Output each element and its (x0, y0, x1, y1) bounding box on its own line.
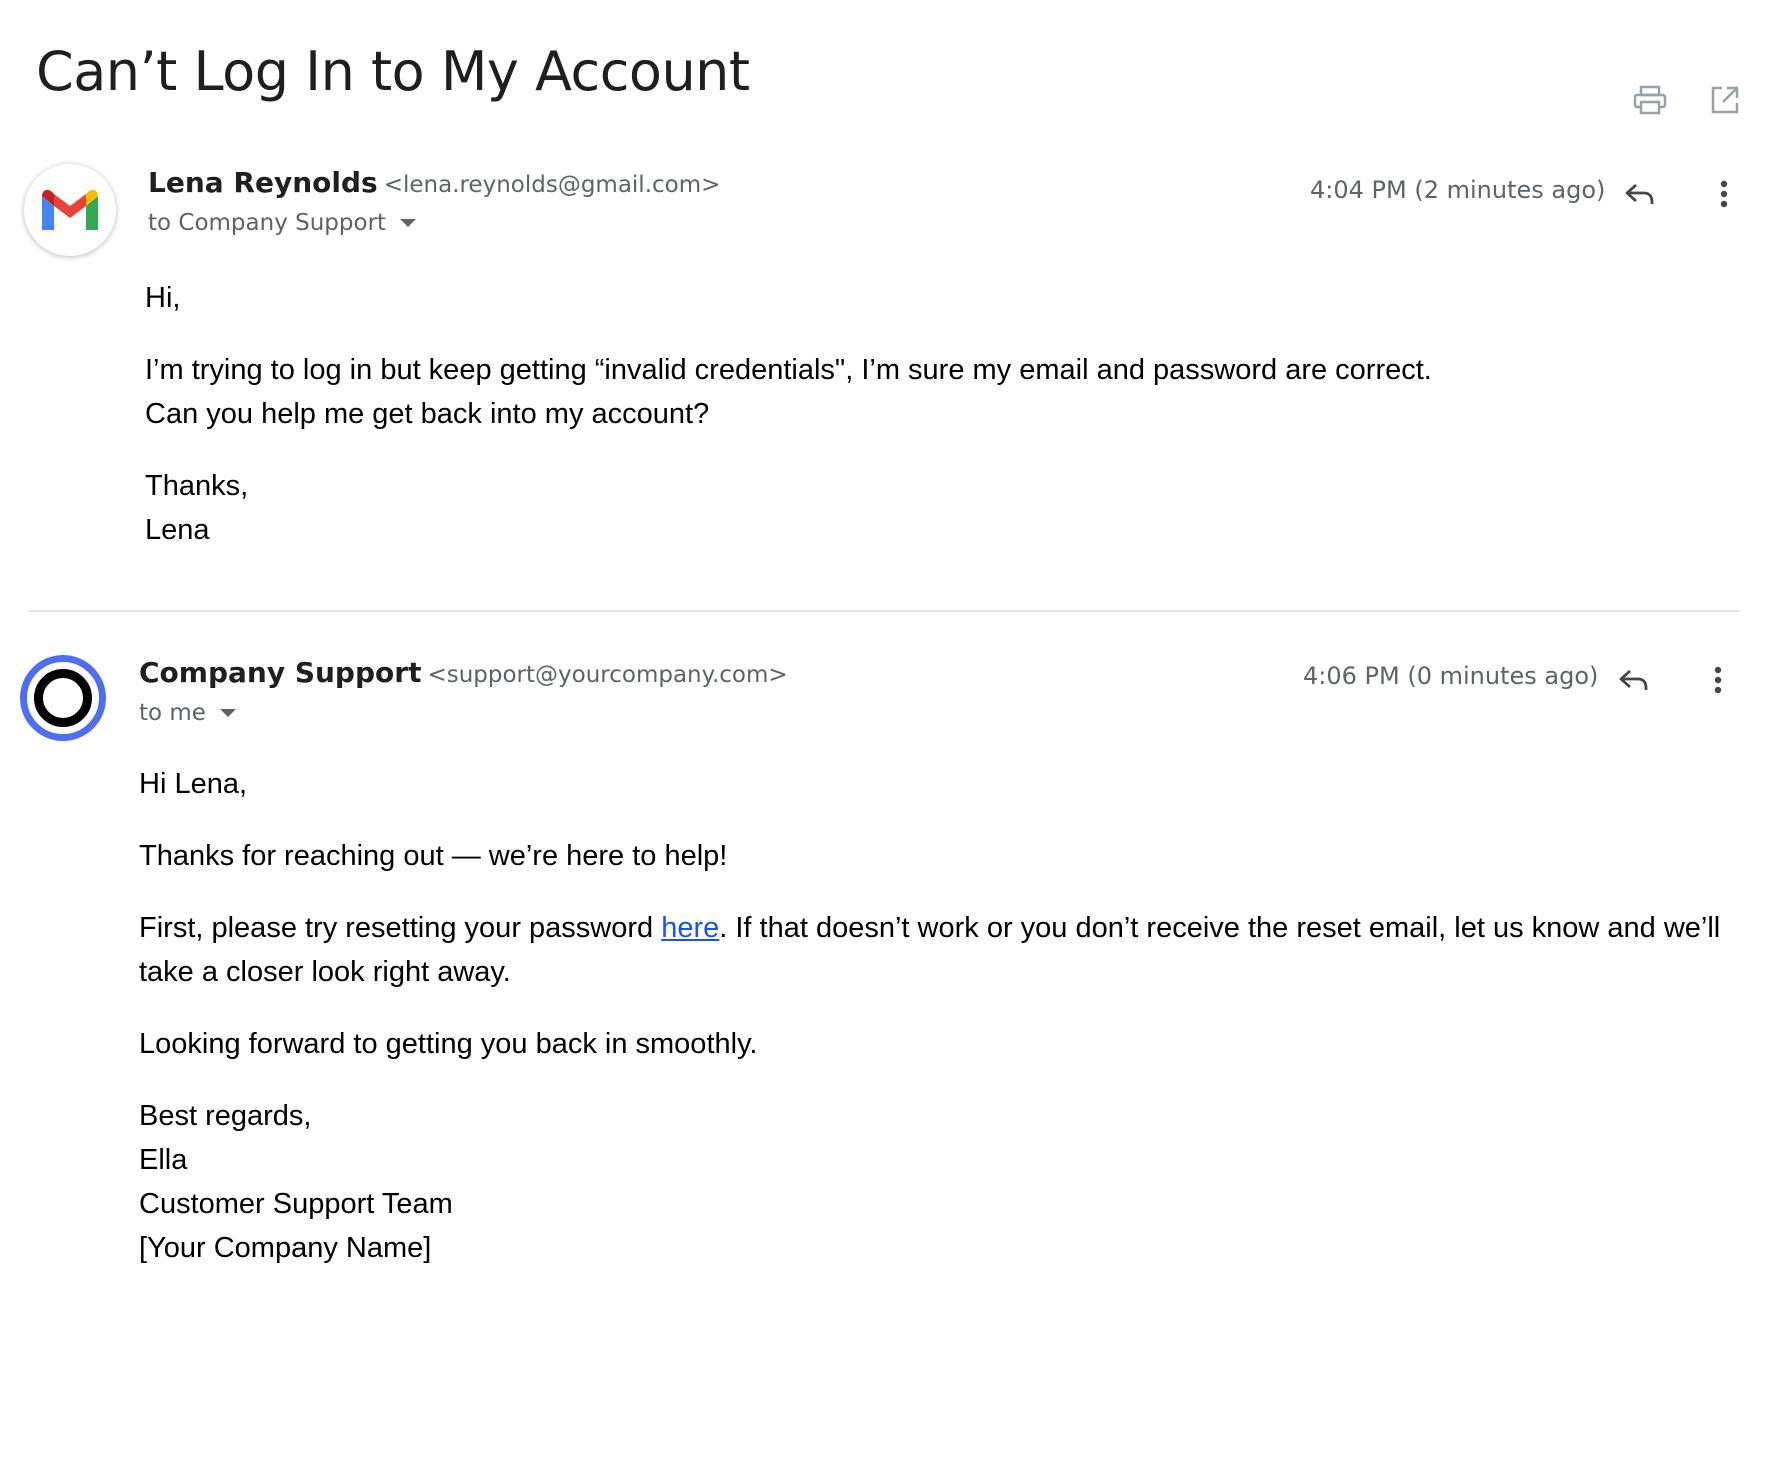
open-in-new-window-button[interactable] (1705, 80, 1745, 120)
paragraph-line: Can you help me get back into my account? (145, 398, 710, 430)
signature-company: [Your Company Name] (139, 1232, 432, 1264)
more-options-button[interactable] (1696, 658, 1740, 702)
message-paragraph (145, 348, 1705, 436)
message-timestamp: 4:06 PM (0 minutes ago) (1303, 662, 1599, 690)
more-vert-icon (1720, 180, 1728, 208)
sender-avatar[interactable] (24, 164, 116, 256)
signature-name: Ella (139, 1144, 188, 1176)
email-subject: Can’t Log In to My Account (36, 40, 750, 103)
signature-name: Lena (145, 514, 210, 546)
paragraph-text: . If that doesn’t work or you don’t receive the reset email, let us know and we’ll take a closer look right away. (139, 912, 1721, 988)
printer-icon (1633, 85, 1667, 115)
reply-icon (1624, 182, 1656, 206)
chevron-down-icon (400, 219, 416, 227)
reply-button[interactable] (1618, 172, 1662, 216)
sender-email: <support@yourcompany.com> (427, 662, 788, 688)
signature-team: Customer Support Team (139, 1188, 453, 1220)
sender-avatar[interactable] (20, 655, 106, 741)
print-button[interactable] (1630, 80, 1670, 120)
reset-password-link[interactable]: here (661, 912, 720, 944)
more-vert-icon (1714, 666, 1722, 694)
message-divider (28, 610, 1740, 612)
sign-off (145, 464, 1705, 552)
message-body (145, 276, 1705, 580)
gmail-logo-icon (38, 186, 102, 234)
open-in-new-window-icon (1710, 85, 1740, 115)
message-paragraph (139, 906, 1739, 994)
recipient-details-toggle[interactable] (148, 210, 416, 236)
message-body (139, 762, 1739, 1298)
reply-icon (1618, 668, 1650, 692)
recipient-text: to me (139, 700, 206, 726)
message-timestamp: 4:04 PM (2 minutes ago) (1310, 176, 1606, 204)
more-options-button[interactable] (1702, 172, 1746, 216)
company-ring-logo-icon (34, 669, 92, 727)
chevron-down-icon (220, 709, 236, 717)
message-paragraph: Looking forward to getting you back in smoothly. (139, 1028, 758, 1060)
paragraph-text: First, please try resetting your password (139, 912, 662, 944)
greeting: Hi, (145, 282, 181, 314)
sender-name[interactable]: Lena Reynolds (148, 166, 378, 199)
closing: Best regards, (139, 1100, 312, 1132)
recipient-details-toggle[interactable] (139, 700, 236, 726)
sender-email: <lena.reynolds@gmail.com> (383, 172, 721, 198)
greeting: Hi Lena, (139, 768, 248, 800)
sign-off (139, 1094, 1739, 1270)
message-paragraph: Thanks for reaching out — we’re here to help! (139, 840, 728, 872)
closing: Thanks, (145, 470, 249, 502)
sender-info (139, 656, 788, 689)
paragraph-line: I’m trying to log in but keep getting “invalid credentials", I’m sure my email and password are correct. (145, 354, 1432, 386)
recipient-text: to Company Support (148, 210, 387, 236)
sender-name[interactable]: Company Support (139, 656, 422, 689)
sender-info (148, 166, 720, 199)
reply-button[interactable] (1612, 658, 1656, 702)
